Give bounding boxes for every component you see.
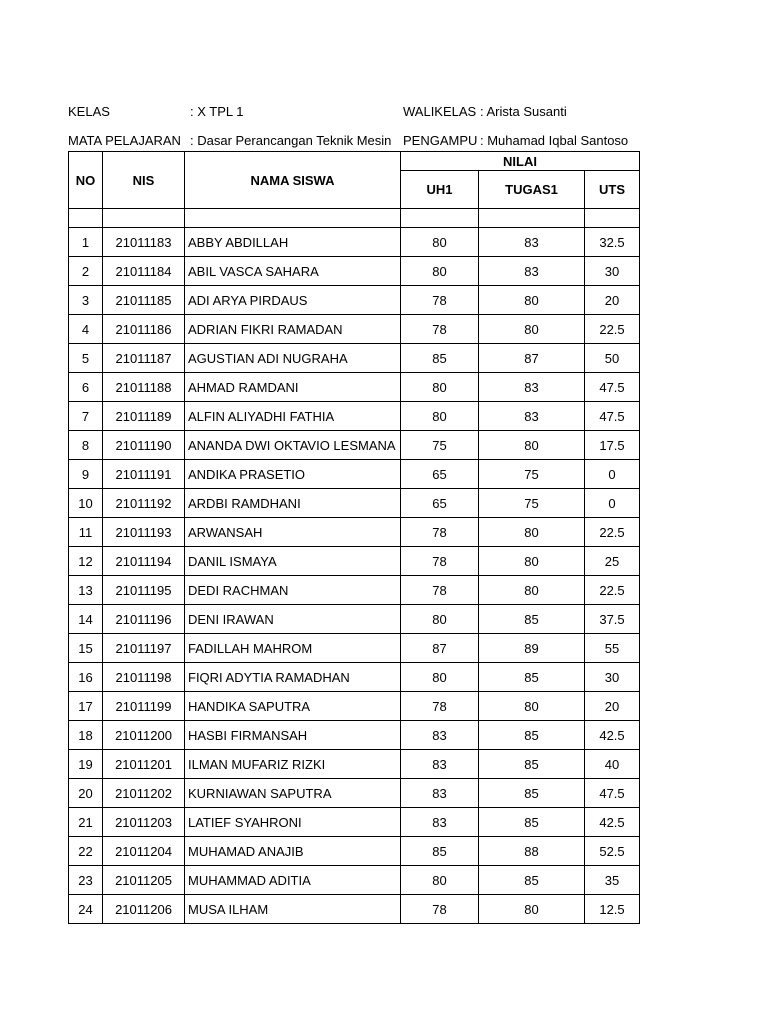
cell-nama: ADRIAN FIKRI RAMADAN xyxy=(185,315,401,344)
cell-nama: ABBY ABDILLAH xyxy=(185,228,401,257)
cell-uh1: 85 xyxy=(401,344,479,373)
cell-no: 3 xyxy=(69,286,103,315)
cell-nama: ADI ARYA PIRDAUS xyxy=(185,286,401,315)
table-row xyxy=(69,489,640,518)
cell-nis: 21011195 xyxy=(103,576,185,605)
cell-nis: 21011187 xyxy=(103,344,185,373)
cell-nis: 21011202 xyxy=(103,779,185,808)
cell-tugas1: 80 xyxy=(479,315,585,344)
cell-no: 10 xyxy=(69,489,103,518)
cell-uh1: 78 xyxy=(401,547,479,576)
cell-uh1: 65 xyxy=(401,460,479,489)
cell-no: 15 xyxy=(69,634,103,663)
col-header-uts: UTS xyxy=(585,171,640,209)
table-row xyxy=(69,547,640,576)
cell-no: 18 xyxy=(69,721,103,750)
cell-uts: 17.5 xyxy=(585,431,640,460)
table-row xyxy=(69,866,640,895)
cell-uh1: 85 xyxy=(401,837,479,866)
cell-nis: 21011184 xyxy=(103,257,185,286)
cell-tugas1: 80 xyxy=(479,286,585,315)
table-row xyxy=(69,286,640,315)
table-row xyxy=(69,663,640,692)
table-row xyxy=(69,634,640,663)
table-row xyxy=(69,808,640,837)
cell-tugas1: 85 xyxy=(479,663,585,692)
table-row xyxy=(69,228,640,257)
col-header-no: NO xyxy=(69,152,103,209)
table-row xyxy=(69,344,640,373)
cell-tugas1: 85 xyxy=(479,808,585,837)
cell-nis: 21011191 xyxy=(103,460,185,489)
cell-uts: 22.5 xyxy=(585,576,640,605)
cell-uh1: 80 xyxy=(401,257,479,286)
cell-uts: 35 xyxy=(585,866,640,895)
cell-nis: 21011200 xyxy=(103,721,185,750)
cell-tugas1: 80 xyxy=(479,692,585,721)
kelas-label: KELAS xyxy=(68,104,110,119)
grades-table xyxy=(68,151,640,924)
cell-nama: AGUSTIAN ADI NUGRAHA xyxy=(185,344,401,373)
cell-nama: MUHAMAD ANAJIB xyxy=(185,837,401,866)
cell-uh1: 87 xyxy=(401,634,479,663)
cell-uh1: 80 xyxy=(401,402,479,431)
table-body xyxy=(69,228,640,924)
cell-nama: FADILLAH MAHROM xyxy=(185,634,401,663)
cell-uh1: 80 xyxy=(401,605,479,634)
col-header-nama: NAMA SISWA xyxy=(185,152,401,209)
cell-uh1: 65 xyxy=(401,489,479,518)
cell-nis: 21011185 xyxy=(103,286,185,315)
cell-uts: 32.5 xyxy=(585,228,640,257)
cell-uts: 20 xyxy=(585,692,640,721)
cell-no: 19 xyxy=(69,750,103,779)
cell-uts: 30 xyxy=(585,257,640,286)
cell-no: 9 xyxy=(69,460,103,489)
cell-uts: 47.5 xyxy=(585,402,640,431)
cell-tugas1: 85 xyxy=(479,750,585,779)
cell-nama: HANDIKA SAPUTRA xyxy=(185,692,401,721)
spacer-row xyxy=(69,209,640,228)
col-header-nis: NIS xyxy=(103,152,185,209)
cell-nis: 21011198 xyxy=(103,663,185,692)
cell-nama: HASBI FIRMANSAH xyxy=(185,721,401,750)
cell-tugas1: 88 xyxy=(479,837,585,866)
cell-uts: 40 xyxy=(585,750,640,779)
cell-tugas1: 75 xyxy=(479,489,585,518)
cell-nama: DEDI RACHMAN xyxy=(185,576,401,605)
cell-uh1: 78 xyxy=(401,692,479,721)
cell-uh1: 80 xyxy=(401,228,479,257)
cell-uts: 42.5 xyxy=(585,808,640,837)
cell-nama: ABIL VASCA SAHARA xyxy=(185,257,401,286)
pengampu-value: : Muhamad Iqbal Santoso xyxy=(480,133,629,148)
table-row xyxy=(69,431,640,460)
cell-tugas1: 85 xyxy=(479,779,585,808)
cell-nis: 21011188 xyxy=(103,373,185,402)
cell-uts: 22.5 xyxy=(585,518,640,547)
table-row xyxy=(69,895,640,924)
cell-uts: 20 xyxy=(585,286,640,315)
cell-uts: 55 xyxy=(585,634,640,663)
cell-tugas1: 80 xyxy=(479,431,585,460)
cell-no: 22 xyxy=(69,837,103,866)
cell-uh1: 83 xyxy=(401,750,479,779)
cell-tugas1: 80 xyxy=(479,547,585,576)
cell-nis: 21011196 xyxy=(103,605,185,634)
cell-tugas1: 85 xyxy=(479,721,585,750)
cell-tugas1: 83 xyxy=(479,257,585,286)
cell-no: 14 xyxy=(69,605,103,634)
cell-nama: ALFIN ALIYADHI FATHIA xyxy=(185,402,401,431)
kelas-value: : X TPL 1 xyxy=(190,104,244,119)
cell-uh1: 83 xyxy=(401,808,479,837)
cell-nama: LATIEF SYAHRONI xyxy=(185,808,401,837)
cell-nis: 21011193 xyxy=(103,518,185,547)
cell-uts: 25 xyxy=(585,547,640,576)
cell-tugas1: 85 xyxy=(479,866,585,895)
cell-no: 4 xyxy=(69,315,103,344)
cell-nama: MUHAMMAD ADITIA xyxy=(185,866,401,895)
cell-nama: AHMAD RAMDANI xyxy=(185,373,401,402)
cell-uts: 0 xyxy=(585,489,640,518)
cell-no: 8 xyxy=(69,431,103,460)
col-header-tugas1: TUGAS1 xyxy=(479,171,585,209)
cell-tugas1: 83 xyxy=(479,402,585,431)
cell-uts: 0 xyxy=(585,460,640,489)
cell-no: 20 xyxy=(69,779,103,808)
cell-nis: 21011203 xyxy=(103,808,185,837)
table-row xyxy=(69,721,640,750)
pengampu-label: PENGAMPU xyxy=(403,133,478,148)
cell-nama: FIQRI ADYTIA RAMADHAN xyxy=(185,663,401,692)
cell-no: 24 xyxy=(69,895,103,924)
cell-uh1: 75 xyxy=(401,431,479,460)
cell-nama: DANIL ISMAYA xyxy=(185,547,401,576)
col-header-nilai: NILAI xyxy=(401,152,640,171)
cell-tugas1: 83 xyxy=(479,373,585,402)
cell-no: 13 xyxy=(69,576,103,605)
cell-nis: 21011197 xyxy=(103,634,185,663)
cell-uh1: 78 xyxy=(401,895,479,924)
table-row xyxy=(69,750,640,779)
cell-nis: 21011192 xyxy=(103,489,185,518)
cell-nama: ANDIKA PRASETIO xyxy=(185,460,401,489)
table-row xyxy=(69,576,640,605)
cell-nama: ARDBI RAMDHANI xyxy=(185,489,401,518)
cell-nama: DENI IRAWAN xyxy=(185,605,401,634)
cell-uts: 52.5 xyxy=(585,837,640,866)
cell-tugas1: 80 xyxy=(479,895,585,924)
mapel-value: : Dasar Perancangan Teknik Mesin xyxy=(190,133,392,148)
cell-uh1: 78 xyxy=(401,286,479,315)
cell-nis: 21011183 xyxy=(103,228,185,257)
cell-nis: 21011189 xyxy=(103,402,185,431)
cell-nis: 21011199 xyxy=(103,692,185,721)
cell-nis: 21011204 xyxy=(103,837,185,866)
cell-no: 12 xyxy=(69,547,103,576)
walikelas-value: : Arista Susanti xyxy=(480,104,567,119)
cell-uts: 50 xyxy=(585,344,640,373)
table-row xyxy=(69,402,640,431)
cell-nama: MUSA ILHAM xyxy=(185,895,401,924)
col-header-uh1: UH1 xyxy=(401,171,479,209)
cell-tugas1: 87 xyxy=(479,344,585,373)
table-row xyxy=(69,692,640,721)
cell-no: 7 xyxy=(69,402,103,431)
walikelas-label: WALIKELAS xyxy=(403,104,477,119)
cell-uh1: 78 xyxy=(401,576,479,605)
cell-no: 16 xyxy=(69,663,103,692)
cell-nis: 21011201 xyxy=(103,750,185,779)
table-row xyxy=(69,257,640,286)
cell-uh1: 80 xyxy=(401,663,479,692)
table-row xyxy=(69,779,640,808)
cell-no: 17 xyxy=(69,692,103,721)
cell-no: 11 xyxy=(69,518,103,547)
table-row xyxy=(69,315,640,344)
cell-tugas1: 83 xyxy=(479,228,585,257)
cell-uts: 12.5 xyxy=(585,895,640,924)
cell-uh1: 83 xyxy=(401,721,479,750)
cell-tugas1: 80 xyxy=(479,518,585,547)
cell-uts: 47.5 xyxy=(585,373,640,402)
cell-uts: 30 xyxy=(585,663,640,692)
cell-nama: ANANDA DWI OKTAVIO LESMANA xyxy=(185,431,401,460)
table-row xyxy=(69,460,640,489)
cell-nis: 21011205 xyxy=(103,866,185,895)
cell-uts: 42.5 xyxy=(585,721,640,750)
cell-nis: 21011206 xyxy=(103,895,185,924)
cell-uts: 37.5 xyxy=(585,605,640,634)
cell-uh1: 83 xyxy=(401,779,479,808)
cell-nama: KURNIAWAN SAPUTRA xyxy=(185,779,401,808)
cell-uh1: 80 xyxy=(401,373,479,402)
cell-no: 6 xyxy=(69,373,103,402)
cell-uh1: 78 xyxy=(401,518,479,547)
cell-no: 5 xyxy=(69,344,103,373)
cell-tugas1: 85 xyxy=(479,605,585,634)
cell-tugas1: 89 xyxy=(479,634,585,663)
cell-nama: ARWANSAH xyxy=(185,518,401,547)
table-row xyxy=(69,518,640,547)
cell-nis: 21011190 xyxy=(103,431,185,460)
cell-uts: 22.5 xyxy=(585,315,640,344)
cell-no: 21 xyxy=(69,808,103,837)
table-row xyxy=(69,605,640,634)
cell-nis: 21011186 xyxy=(103,315,185,344)
cell-tugas1: 80 xyxy=(479,576,585,605)
cell-no: 23 xyxy=(69,866,103,895)
mapel-label: MATA PELAJARAN xyxy=(68,133,181,148)
cell-no: 2 xyxy=(69,257,103,286)
cell-no: 1 xyxy=(69,228,103,257)
cell-nis: 21011194 xyxy=(103,547,185,576)
cell-uh1: 78 xyxy=(401,315,479,344)
table-row xyxy=(69,373,640,402)
table-row xyxy=(69,837,640,866)
cell-uts: 47.5 xyxy=(585,779,640,808)
cell-uh1: 80 xyxy=(401,866,479,895)
cell-tugas1: 75 xyxy=(479,460,585,489)
cell-nama: ILMAN MUFARIZ RIZKI xyxy=(185,750,401,779)
